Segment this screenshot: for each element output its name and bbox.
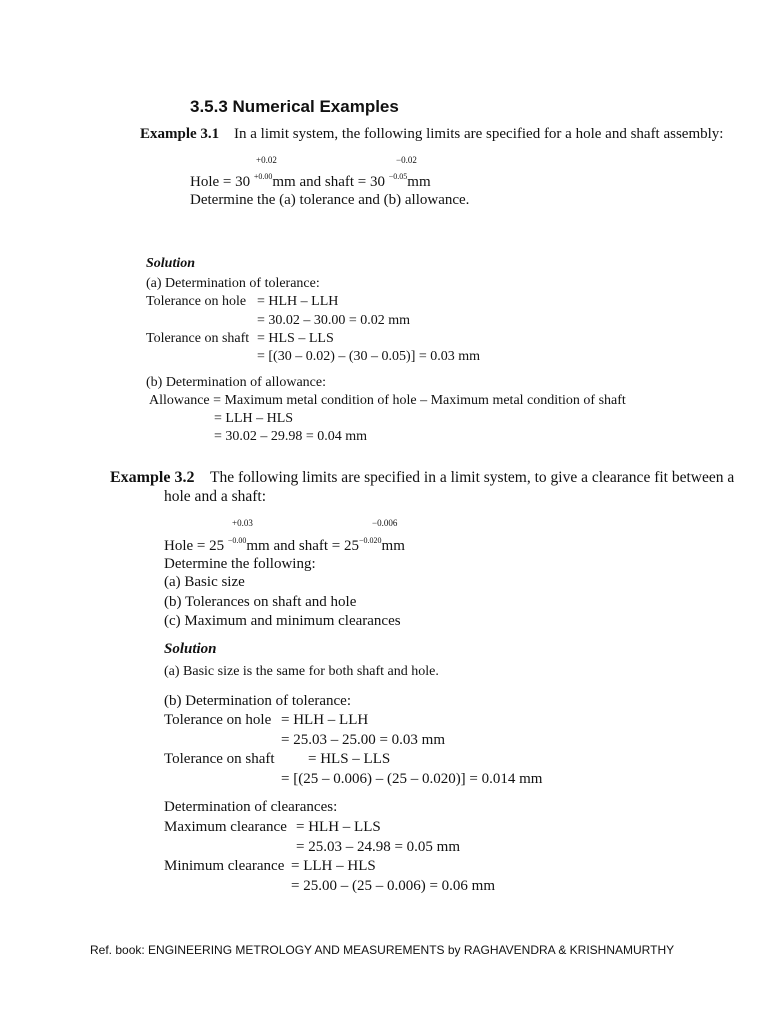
min-clearance-label: Minimum clearance	[164, 858, 285, 874]
tolerance-shaft-label: Tolerance on shaft	[146, 331, 250, 346]
example-label: Example 3.1	[140, 126, 220, 142]
example-statement-line2: hole and a shaft:	[164, 488, 267, 505]
allowance-eq2: = 30.02 – 29.98 = 0.04 mm	[214, 429, 368, 444]
mid-text: mm and shaft = 25	[246, 538, 360, 554]
shaft-upper-deviation: −0.02	[396, 155, 417, 165]
determine-line: Determine the following:	[164, 556, 316, 572]
tolerance-hole-label: Tolerance on hole	[146, 294, 247, 309]
item-a: (a) Basic size	[164, 574, 245, 590]
tolerance-hole-eq2: = 25.03 – 25.00 = 0.03 mm	[281, 732, 446, 748]
example-statement: In a limit system, the following limits are specified for a hole and shaft assembly:	[234, 126, 724, 142]
unit: mm	[407, 174, 431, 190]
example-label: Example 3.2	[110, 469, 195, 486]
reference-footer: Ref. book: ENGINEERING METROLOGY AND MEASUREMENTS by RAGHAVENDRA & KRISHNAMURTHY	[90, 943, 675, 957]
determine-line: Determine the (a) tolerance and (b) allowance.	[190, 192, 470, 208]
tolerance-hole-eq1: = HLH – LLH	[281, 712, 369, 728]
item-c: (c) Maximum and minimum clearances	[164, 613, 401, 629]
example-statement-line1: The following limits are specified in a limit system, to give a clearance fit between a	[210, 469, 735, 486]
tolerance-hole-eq2: = 30.02 – 30.00 = 0.02 mm	[257, 313, 411, 328]
limits-line	[164, 537, 405, 556]
min-clearance-eq2: = 25.00 – (25 – 0.006) = 0.06 mm	[291, 878, 495, 894]
allowance-line: Allowance = Maximum metal condition of hole – Maximum metal condition of shaft	[149, 393, 626, 408]
tolerance-shaft-eq2: = [(25 – 0.006) – (25 – 0.020)] = 0.014 mm	[281, 771, 543, 787]
mid-text: mm and shaft = 30	[272, 174, 389, 190]
max-clearance-label: Maximum clearance	[164, 819, 287, 835]
solution-a: (a) Basic size is the same for both shaft and hole.	[164, 664, 439, 679]
clearance-heading: Determination of clearances:	[164, 799, 338, 815]
hole-lower-deviation: −0.00	[227, 536, 247, 545]
allowance-eq1: = LLH – HLS	[214, 411, 294, 426]
hole-upper-deviation: +0.03	[232, 518, 253, 528]
tolerance-hole-eq1: = HLH – LLH	[257, 294, 339, 309]
tolerance-shaft-eq2: = [(30 – 0.02) – (30 – 0.05)] = 0.03 mm	[257, 349, 481, 364]
hole-prefix: Hole = 25	[164, 538, 228, 554]
tolerance-shaft-eq1: = HLS – LLS	[308, 751, 391, 767]
max-clearance-eq1: = HLH – LLS	[296, 819, 381, 835]
solution-heading: Solution	[146, 256, 196, 271]
max-clearance-eq2: = 25.03 – 24.98 = 0.05 mm	[296, 839, 461, 855]
solution-a-heading: (a) Determination of tolerance:	[146, 276, 320, 291]
shaft-lower-deviation: −0.020	[359, 536, 382, 545]
shaft-lower-deviation: −0.05	[388, 172, 408, 181]
limits-line	[190, 173, 431, 192]
hole-upper-deviation: +0.02	[256, 155, 277, 165]
section-heading: 3.5.3 Numerical Examples	[190, 97, 399, 116]
hole-prefix: Hole = 30	[190, 174, 254, 190]
hole-lower-deviation: +0.00	[253, 172, 273, 181]
unit: mm	[381, 538, 405, 554]
tolerance-hole-label: Tolerance on hole	[164, 712, 272, 728]
solution-b-heading: (b) Determination of allowance:	[146, 375, 326, 390]
item-b: (b) Tolerances on shaft and hole	[164, 594, 357, 610]
min-clearance-eq1: = LLH – HLS	[291, 858, 376, 874]
solution-heading: Solution	[164, 641, 217, 657]
solution-b-heading: (b) Determination of tolerance:	[164, 693, 352, 709]
shaft-upper-deviation: −0.006	[372, 518, 398, 528]
tolerance-shaft-eq1: = HLS – LLS	[257, 331, 334, 346]
tolerance-shaft-label: Tolerance on shaft	[164, 751, 275, 767]
